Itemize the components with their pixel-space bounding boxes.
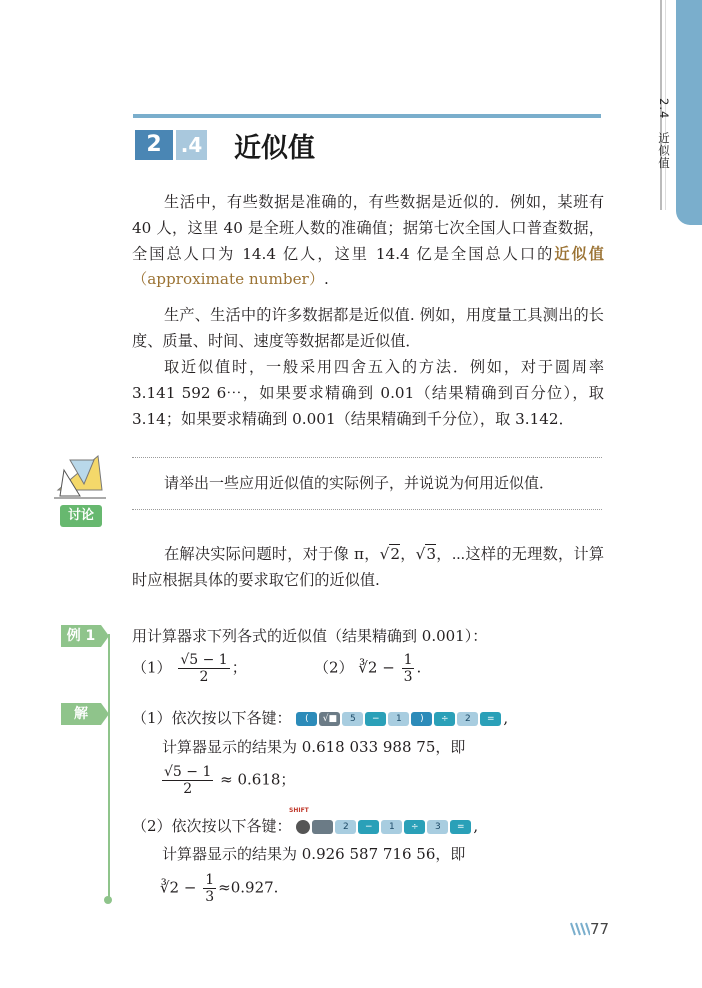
key-2: 2 bbox=[335, 820, 356, 834]
intro-paragraph-1 bbox=[132, 190, 604, 293]
section-subnumber: .4 bbox=[176, 130, 207, 160]
key-term: 近似值 bbox=[554, 244, 604, 263]
step-2-expr: ∛2 − bbox=[160, 878, 197, 897]
key-divide: ÷ bbox=[404, 820, 425, 834]
section-badge bbox=[135, 130, 207, 160]
step-2-approx bbox=[160, 872, 278, 905]
numerator: √5 − 1 bbox=[164, 764, 212, 780]
item-2-label: （2） bbox=[314, 658, 354, 677]
heading-rule bbox=[133, 114, 601, 118]
intro-paragraph-2 bbox=[132, 303, 604, 355]
irrational-text-b: ，⋯这样的无理数，计算时应根据具体的要求取它们的近似值. bbox=[132, 545, 605, 589]
geometry-illustration-icon bbox=[50, 450, 110, 502]
approx-value: ≈ 0.618； bbox=[220, 770, 296, 789]
example-label bbox=[61, 625, 101, 647]
page-stripes-icon bbox=[570, 922, 590, 936]
side-tab-label: 2.4 近似值 bbox=[657, 98, 671, 170]
intro-text: 生活中，有些数据是准确的，有些数据是近似的．例如，某班有 40 人，这里 40 是全班人数的准确值；据第七次全国人口普查数据，全国总人口为 14.4 亿人，这里 14.4 亿是全国总人口的 bbox=[132, 193, 604, 263]
fraction bbox=[162, 764, 213, 797]
key-open-paren: ( bbox=[296, 712, 317, 726]
key-equals: = bbox=[450, 820, 471, 834]
page-number: 77 bbox=[590, 920, 610, 938]
approx-value: ≈0.927. bbox=[218, 878, 279, 897]
step-1-approx bbox=[160, 764, 295, 797]
key-minus: − bbox=[365, 712, 386, 726]
key-close-paren: ) bbox=[411, 712, 432, 726]
key-shift bbox=[296, 820, 310, 834]
dotted-divider-top bbox=[132, 457, 602, 458]
item-1-end: ； bbox=[231, 658, 247, 677]
paragraph-text: 生产、生活中的许多数据都是近似值. 例如，用度量工具测出的长度、质量、时间、速度等数据都是近似值． bbox=[132, 306, 604, 350]
example-label-text: 例 1 bbox=[66, 628, 96, 644]
item-1-label: （1） bbox=[132, 658, 172, 677]
solution-step-2: （2）依次按以下各键： 2 − 1 ÷ 3 = , bbox=[132, 817, 479, 835]
key-1: 1 bbox=[388, 712, 409, 726]
numerator: 1 bbox=[205, 872, 215, 888]
section-number: 2 bbox=[135, 130, 173, 160]
example-item-2 bbox=[314, 652, 421, 685]
solution-label bbox=[61, 703, 101, 725]
step-1-intro: （1）依次按以下各键： bbox=[132, 709, 292, 727]
line-end-dot bbox=[104, 896, 112, 904]
key-equals: = bbox=[480, 712, 501, 726]
key-sqrt: √■ bbox=[319, 712, 340, 726]
section-title: 近似值 bbox=[234, 133, 315, 164]
key-1: 1 bbox=[381, 820, 402, 834]
fraction bbox=[402, 652, 415, 685]
key-root bbox=[312, 820, 333, 834]
irrational-text-a: 在解决实际问题时，对于像 π， bbox=[164, 545, 380, 563]
sqrt-3: 3 bbox=[426, 545, 436, 563]
step-2-result: 计算器显示的结果为 0.926 587 716 56，即 bbox=[162, 845, 466, 863]
discussion-text: 请举出一些应用近似值的实际例子，并说说为何用近似值． bbox=[164, 474, 555, 492]
chapter-side-tab[interactable] bbox=[676, 0, 702, 225]
dotted-divider-bottom bbox=[132, 509, 602, 510]
step-1-result: 计算器显示的结果为 0.618 033 988 75，即 bbox=[162, 738, 466, 756]
key-5: 5 bbox=[342, 712, 363, 726]
solution-label-text: 解 bbox=[74, 706, 88, 722]
solution-step-1: （1）依次按以下各键： ( √■ 5 − 1 ) ÷ 2 = , bbox=[132, 709, 509, 727]
irrational-paragraph: 在解决实际问题时，对于像 π，√2，√3，⋯这样的无理数，计算时应根据具体的要求取它们的近似值. bbox=[132, 545, 605, 589]
numerator: 1 bbox=[403, 652, 413, 668]
key-divide: ÷ bbox=[434, 712, 455, 726]
denominator: 3 bbox=[205, 889, 215, 905]
key-2: 2 bbox=[457, 712, 478, 726]
numerator: √5 − 1 bbox=[180, 652, 228, 668]
denominator: 2 bbox=[183, 781, 193, 797]
paragraph-text: 取近似值时，一般采用四舍五入的方法．例如，对于圆周率 3.141 592 6⋯，如果要求精确到 0.01（结果精确到百分位），取 3.14；如果要求精确到 0.001（结果精确到千分位），取 3.142． bbox=[132, 358, 604, 428]
fraction bbox=[178, 652, 229, 685]
denominator: 3 bbox=[403, 669, 413, 685]
separator: ， bbox=[399, 545, 416, 563]
discussion-label: 讨论 bbox=[60, 505, 102, 527]
sqrt-2: 2 bbox=[390, 545, 400, 563]
example-prompt: 用计算器求下列各式的近似值（结果精确到 0.001）： bbox=[132, 627, 488, 645]
denominator: 2 bbox=[199, 669, 209, 685]
intro-end: . bbox=[324, 270, 329, 289]
intro-paragraph-3 bbox=[132, 355, 604, 432]
key-3: 3 bbox=[427, 820, 448, 834]
fraction bbox=[203, 872, 216, 905]
example-vertical-line bbox=[108, 634, 110, 900]
key-minus: − bbox=[358, 820, 379, 834]
shift-label: SHIFT bbox=[289, 807, 309, 814]
item-2-expr: ∛2 − bbox=[358, 658, 395, 677]
step-2-intro: （2）依次按以下各键： bbox=[132, 817, 292, 835]
key-term-english: （approximate number） bbox=[132, 270, 325, 289]
example-item-1 bbox=[132, 652, 247, 685]
item-2-end: . bbox=[416, 658, 422, 677]
